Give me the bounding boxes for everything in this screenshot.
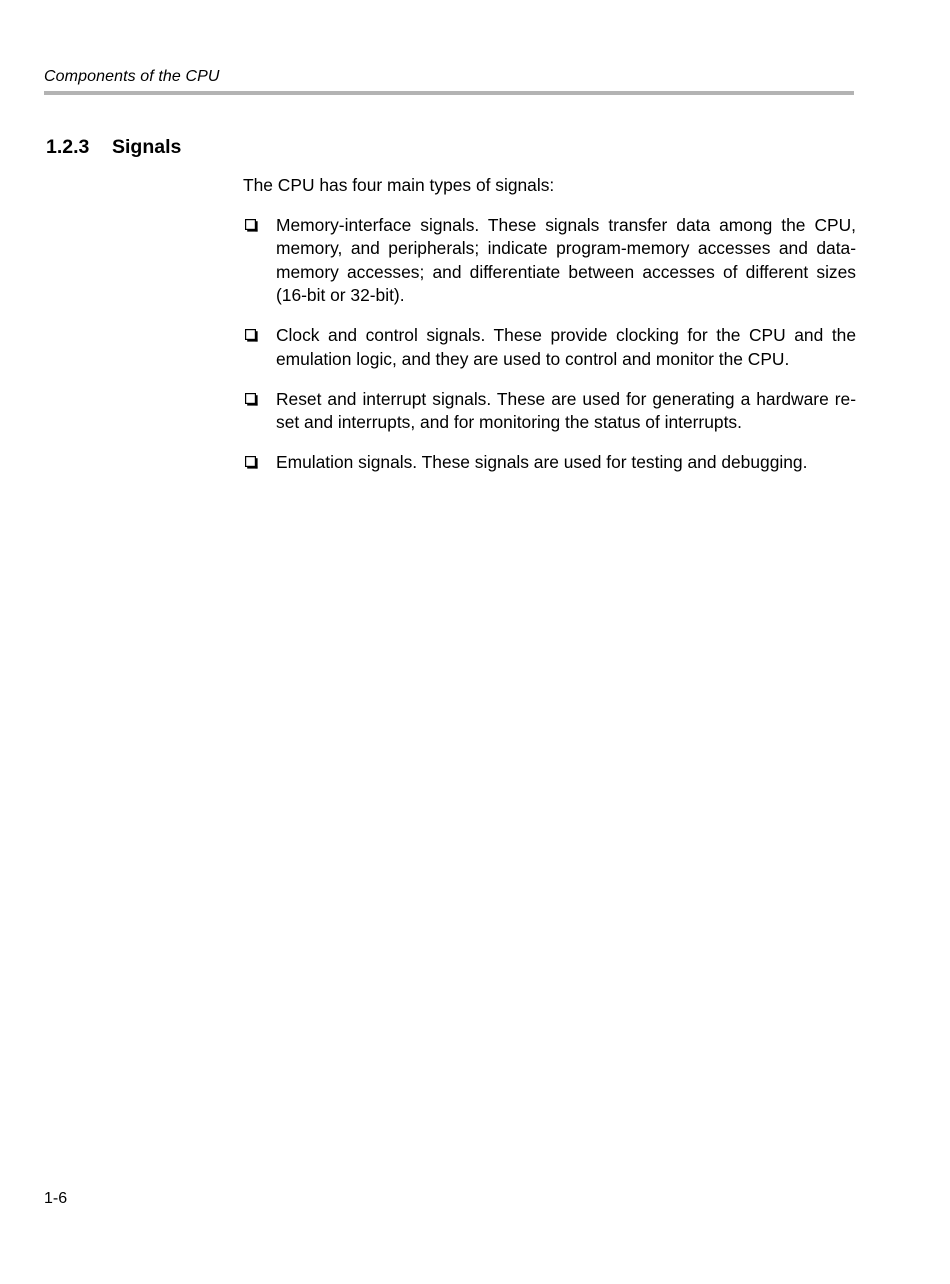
list-item — [243, 451, 856, 475]
header-rule — [44, 91, 854, 95]
body-content — [243, 174, 856, 491]
running-header: Components of the CPU — [44, 68, 220, 85]
section-heading — [46, 136, 181, 159]
signal-list — [243, 214, 856, 475]
list-item-text: Clock and control signals. These provide clocking for the CPU and the emulation logic, and they are used to control and monitor the CPU. — [276, 325, 856, 369]
checkbox-icon — [245, 393, 258, 406]
list-item — [243, 388, 856, 435]
list-item-text: Memory-interface signals. These signals transfer data among the CPU, memory, and peripherals; indicate program-memory accesses and data-memory accesses; and differentiate between accesses of different sizes (16-bit or 32-bit). — [276, 214, 856, 305]
checkbox-icon — [245, 329, 258, 342]
page-number: 1-6 — [44, 1190, 68, 1207]
list-item — [243, 214, 856, 308]
list-item-text: Reset and interrupt signals. These are used for generating a hardware re-set and interrupts, and for monitoring the status of interrupts. — [276, 388, 856, 432]
section-number: 1.2.3 — [46, 136, 90, 158]
section-title: Signals — [112, 136, 182, 158]
checkbox-icon — [245, 219, 258, 232]
checkbox-icon — [245, 456, 258, 469]
intro-paragraph: The CPU has four main types of signals: — [243, 175, 555, 195]
list-item — [243, 324, 856, 371]
list-item-text: Emulation signals. These signals are used for testing and debugging. — [276, 452, 808, 472]
